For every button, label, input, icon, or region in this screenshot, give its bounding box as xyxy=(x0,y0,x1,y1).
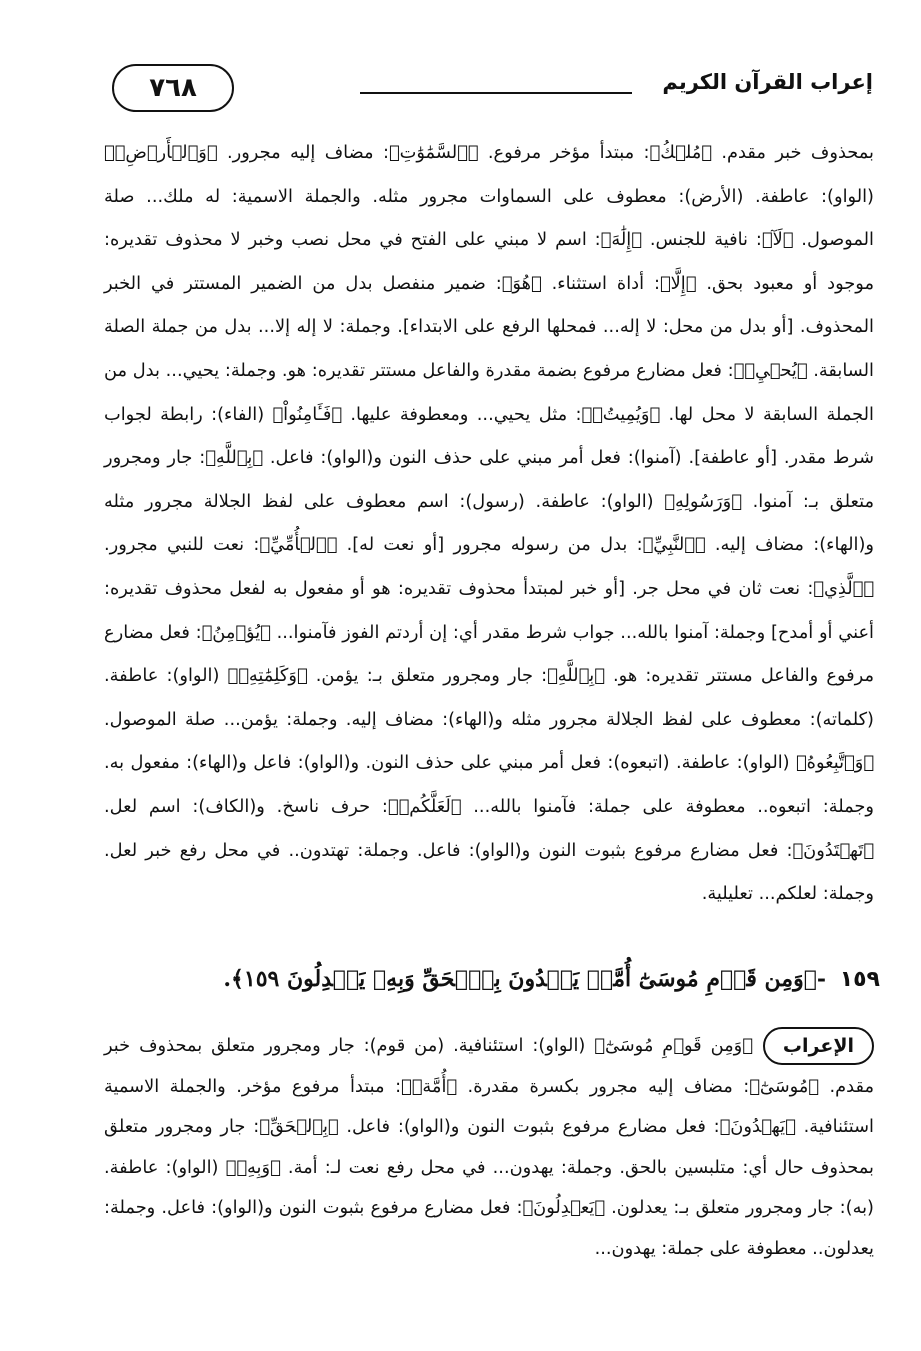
book-title: إعراب القرآن الكريم xyxy=(662,70,873,94)
irab-paragraph xyxy=(104,1026,874,1270)
page-number: ٧٦٨ xyxy=(112,64,234,112)
verse-text: -﴿وَمِن قَوۡمِ مُوسَىٰٓ أُمَّةٞ يَهۡدُونَ بِٱلۡحَقِّ وَبِهِۦ يَعۡدِلُونَ ١٥٩﴾. xyxy=(223,966,827,992)
commentary-paragraph: بمحذوف خبر مقدم. ﴿مُلۡكُ﴾: مبتدأ مؤخر مرفوع. ﴿ٱلسَّمَٰوَٰتِ﴾: مضاف إليه مجرور. ﴿وَٱلۡأَرۡضِۖ﴾ (الواو): عاطفة. (الأرض): معطوف على السماوات مجرور مثله. والجملة الاسمية: له ملك... صلة الموصول. ﴿لَآ﴾: نافية للجنس. ﴿إِلَٰهَ﴾: اسم لا مبني على الفتح في محل نصب وخبر لا محذوف تقديره: موجود أو معبود بحق. ﴿إِلَّا﴾: أداة استثناء. ﴿هُوَ﴾: ضمير منفصل بدل من الضمير المستتر في الخبر المحذوف. [أو بدل من محل: لا إله... فمحلها الرفع على الابتداء]. وجملة: لا إله إلا... بدل من جملة الصلة السابقة. ﴿يُحۡيِۦ﴾: فعل مضارع مرفوع بضمة مقدرة والفاعل مستتر تقديره: هو. وجملة: يحيي... بدل من الجملة السابقة لا محل لها. ﴿وَيُمِيتُۖ﴾: مثل يحيي... ومعطوفة عليها. ﴿فَـَٔامِنُواْ﴾ (الفاء): رابطة لجواب شرط مقدر. [أو عاطفة]. (آمنوا): فعل أمر مبني على حذف النون و(الواو): فاعل. ﴿بِٱللَّهِ﴾: جار ومجرور متعلق بـ: آمنوا. ﴿وَرَسُولِهِ﴾ (الواو): عاطفة. (رسول): اسم معطوف على لفظ الجلالة مجرور مثله و(الهاء): مضاف إليه. ﴿ٱلنَّبِيِّ﴾: بدل من رسوله مجرور [أو نعت له]. ﴿ٱلۡأُمِّيِّ﴾: نعت للنبي مجرور. ﴿ٱلَّذِي﴾: نعت ثان في محل جر. [أو خبر لمبتدأ محذوف تقديره: هو أو مفعول به لفعل محذوف تقديره: أعني أو أمدح] وجملة: آمنوا بالله... جواب شرط مقدر أي: إن أردتم الفوز فآمنوا... ﴿يُؤۡمِنُ﴾: فعل مضارع مرفوع والفاعل مستتر تقديره: هو. ﴿بِٱللَّهِ﴾: جار ومجرور متعلق بـ: يؤمن. ﴿وَكَلِمَٰتِهِۦ﴾ (الواو): عاطفة. (كلماته): معطوف على لفظ الجلالة مجرور مثله و(الهاء): مضاف إليه. وجملة: يؤمن... صلة الموصول. ﴿وَٱتَّبِعُوهُ﴾ (الواو): عاطفة. (اتبعوه): فعل أمر مبني على حذف النون. و(الواو): فاعل و(الهاء): مفعول به. وجملة: اتبعوه.. معطوفة على جملة: فآمنوا بالله... ﴿لَعَلَّكُمۡ﴾: حرف ناسخ. و(الكاف): اسم لعل. ﴿تَهۡتَدُونَ﴾: فعل مضارع مرفوع بثبوت النون و(الواو): فاعل. وجملة: تهتدون.. في محل رفع خبر لعل. وجملة: لعلكم... تعليلية. xyxy=(104,142,874,905)
header-rule xyxy=(360,92,632,94)
irab-badge: الإعراب xyxy=(763,1027,874,1065)
verse-number: ١٥٩ xyxy=(839,967,880,992)
page-header xyxy=(112,58,873,118)
irab-text: ﴿وَمِن قَوۡمِ مُوسَىٰٓ﴾ (الواو): استئنافية. (من قوم): جار ومجرور متعلق بمحذوف خبر مقدم. ﴿مُوسَىٰٓ﴾: مضاف إليه مجرور بكسرة مقدرة. ﴿أُمَّةٞ﴾: مبتدأ مرفوع مؤخر. والجملة الاسمية استئنافية. ﴿يَهۡدُونَ﴾: فعل مضارع مرفوع بثبوت النون و(الواو): فاعل. ﴿بِٱلۡحَقِّ﴾: جار ومجرور متعلق بمحذوف حال أي: متلبسين بالحق. وجملة: يهدون... في محل رفع نعت لـ: أمة. ﴿وَبِهِۦ﴾ (الواو): عاطفة. (به): جار ومجرور متعلق بـ: يعدلون. ﴿يَعۡدِلُونَ﴾: فعل مضارع مرفوع بثبوت النون و(الواو): فاعل. وجملة: يعدلون.. معطوفة على جملة: يهدون... xyxy=(104,1035,874,1259)
commentary-block xyxy=(104,131,874,916)
irab-block xyxy=(104,1026,874,1270)
verse-line xyxy=(223,966,880,992)
